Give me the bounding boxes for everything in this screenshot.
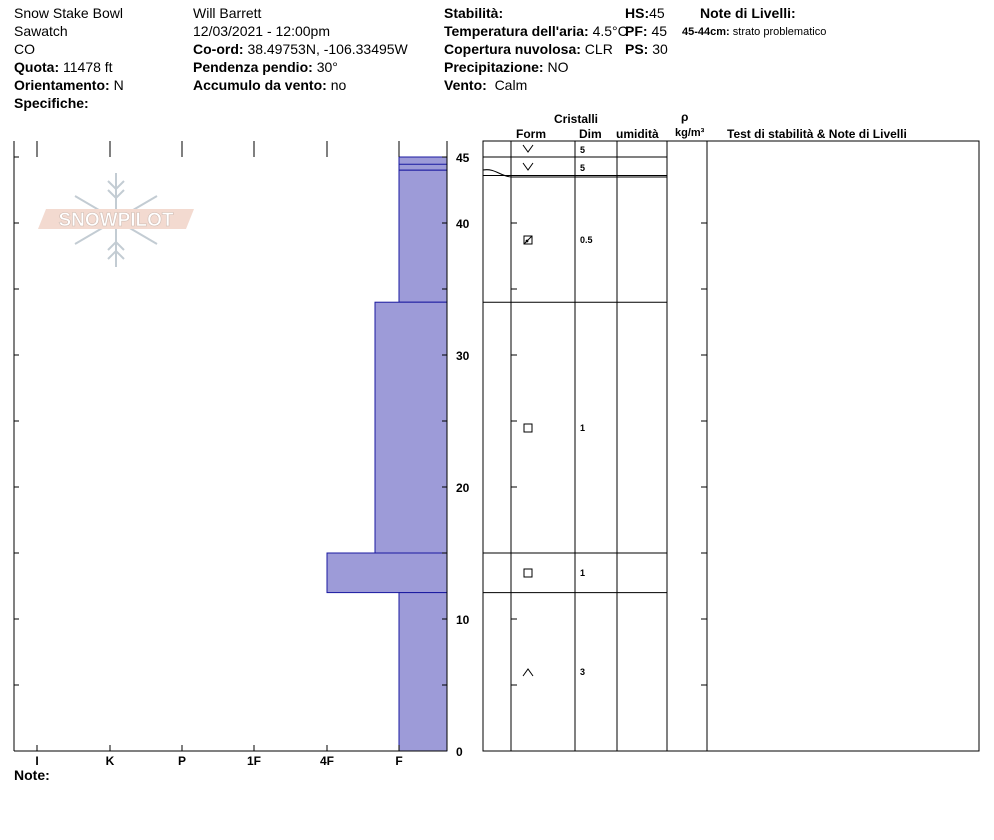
faceted-rounded-dot-2 — [526, 240, 529, 243]
stability-tests-header: Test di stabilità & Note di Livelli — [727, 127, 907, 141]
dim-header: Dim — [579, 127, 602, 141]
coords-label: Co-ord: — [193, 41, 244, 57]
air-temp-label: Temperatura dell'aria: — [444, 23, 589, 39]
ps-label: PS: — [625, 41, 649, 57]
hardness-bar-0 — [399, 157, 447, 170]
faceted-rounded-slash-2 — [524, 236, 532, 244]
aspect-label: Orientamento: — [14, 77, 110, 93]
hs-value: 45 — [649, 5, 665, 21]
elevation-label: Quota: — [14, 59, 60, 75]
crystal-size-5: 3 — [580, 667, 586, 677]
layer-table-frame — [483, 141, 979, 751]
hardness-label-P: P — [177, 754, 187, 768]
new-snow-icon-0 — [523, 145, 533, 152]
form-header: Form — [516, 127, 546, 141]
snowpilot-logo — [38, 173, 194, 267]
layer-note-text: strato problematico — [732, 26, 827, 38]
layer-notes-title: Note di Livelli: — [700, 5, 796, 21]
hardness-label-1F: 1F — [246, 754, 262, 768]
crystal-size-0: 5 — [580, 145, 586, 155]
moisture-header: umidità — [616, 127, 659, 141]
specifics-label: Specifiche: — [14, 95, 89, 111]
crystal-size-4: 1 — [580, 568, 586, 578]
slope-value: 30° — [316, 59, 338, 75]
stability-label: Stabilità: — [444, 5, 504, 21]
depth-label-45: 45 — [456, 151, 470, 165]
notes-label: Note: — [14, 767, 50, 783]
hardness-label-K: K — [105, 754, 115, 768]
wind-loading-value: no — [330, 77, 347, 93]
faceted-crystal-icon-3 — [524, 424, 532, 432]
hardness-bar-4 — [399, 593, 447, 751]
rho-header: ρ — [681, 110, 689, 124]
crystal-size-1: 5 — [580, 163, 586, 173]
cloud-value: CLR — [584, 41, 613, 57]
density-unit-header: kg/m³ — [675, 127, 705, 139]
layer-note-depth: 45-44cm: — [682, 26, 730, 38]
wind-value: Calm — [494, 77, 528, 93]
precip-value: NO — [547, 59, 569, 75]
cloud-label: Copertura nuvolosa: — [444, 41, 581, 57]
depth-label-30: 30 — [456, 349, 470, 363]
pf-value: 45 — [651, 23, 668, 39]
depth-label-10: 10 — [456, 613, 470, 627]
logo-text: SNOWPILOT — [58, 210, 174, 231]
air-temp-value: 4.5°C — [592, 23, 628, 39]
depth-label-40: 40 — [456, 217, 470, 231]
crystals-header: Cristalli — [554, 112, 599, 126]
hardness-label-4F: 4F — [319, 754, 335, 768]
ps-value: 30 — [652, 41, 668, 57]
observer-name: Will Barrett — [193, 5, 262, 21]
faceted-crystal-icon-4 — [524, 569, 532, 577]
hardness-label-F: F — [395, 754, 403, 768]
crystal-size-3: 1 — [580, 423, 586, 433]
precip-label: Precipitazione: — [444, 59, 544, 75]
state: CO — [14, 41, 35, 57]
slope-label: Pendenza pendio: — [193, 59, 313, 75]
hs-label: HS: — [625, 5, 650, 21]
pf-label: PF: — [625, 23, 648, 39]
new-snow-icon-1 — [523, 163, 533, 170]
mountain-range: Sawatch — [14, 23, 68, 39]
aspect-value: N — [113, 77, 124, 93]
hardness-bar-3 — [327, 553, 447, 593]
hardness-label-I: I — [35, 754, 39, 768]
depth-hoar-icon-5 — [523, 669, 533, 676]
crystal-size-2: 0.5 — [580, 235, 593, 245]
hardness-bar-1 — [399, 170, 447, 302]
location-name: Snow Stake Bowl — [14, 5, 123, 21]
depth-label-0: 0 — [456, 745, 463, 759]
wind-loading-label: Accumulo da vento: — [193, 77, 327, 93]
hardness-bar-2 — [375, 302, 447, 553]
observation-datetime: 12/03/2021 - 12:00pm — [193, 23, 330, 39]
depth-label-20: 20 — [456, 481, 470, 495]
elevation-value: 11478 ft — [63, 59, 113, 75]
coords-value: 38.49753N, -106.33495W — [247, 41, 408, 57]
wind-label: Vento: — [444, 77, 487, 93]
